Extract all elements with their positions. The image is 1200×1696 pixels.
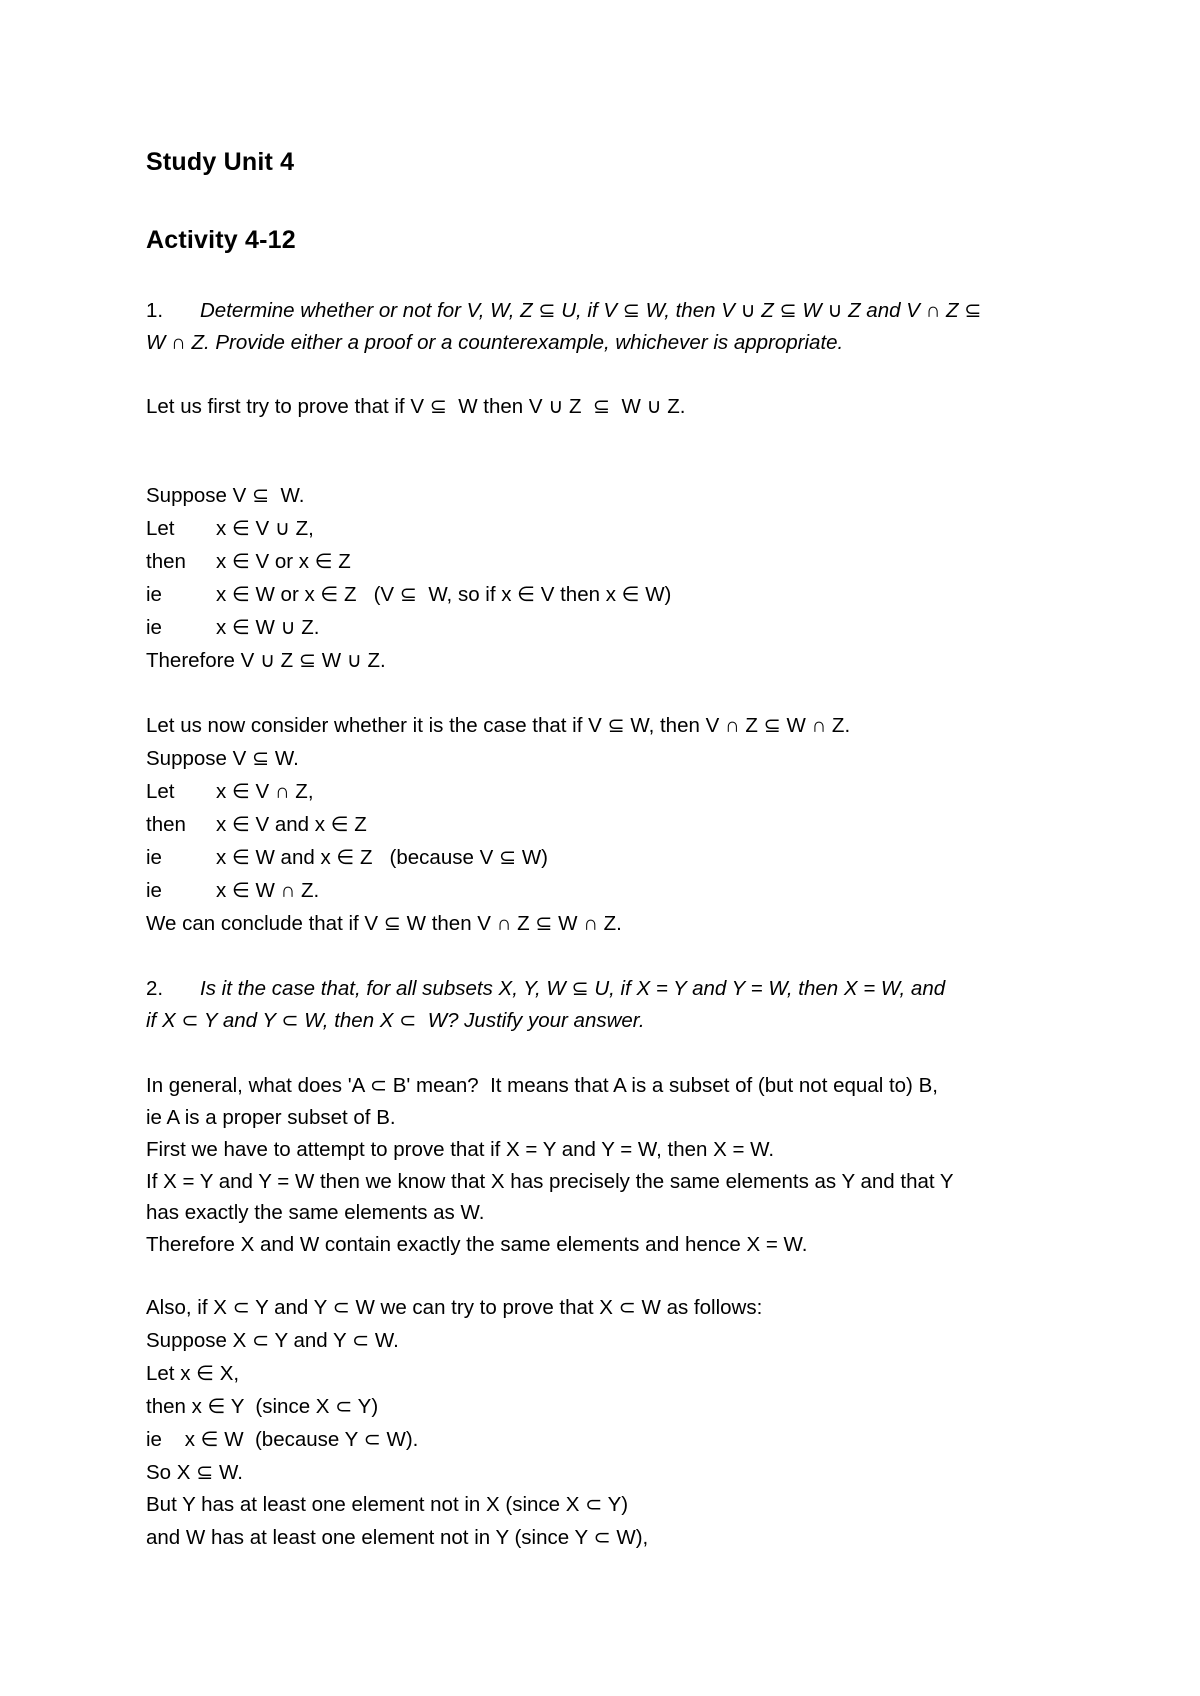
question-1-number: 1. xyxy=(146,299,164,322)
answer-line: If X = Y and Y = W then we know that X has precisely the same elements as Y and that Y xyxy=(146,1170,954,1193)
answer-line: So X ⊆ W. xyxy=(146,1461,243,1484)
activity-title: Activity 4-12 xyxy=(146,226,296,254)
step-expression: x ∈ W ∩ Z. xyxy=(216,879,320,902)
step-expression: x ∈ W and x ∈ Z (because V ⊆ W) xyxy=(216,846,548,869)
step-expression: x ∈ V ∪ Z, xyxy=(216,517,314,540)
answer-line: then x ∈ Y (since X ⊂ Y) xyxy=(146,1395,379,1418)
question-1-line-1: Determine whether or not for V, W, Z ⊆ U, if V ⊆ W, then V ∪ Z ⊆ W ∪ Z and V ∩ Z ⊆ xyxy=(200,299,982,322)
part-a-suppose: Suppose V ⊆ W. xyxy=(146,484,305,507)
step-label: ie xyxy=(146,616,162,639)
step-expression: x ∈ V ∩ Z, xyxy=(216,780,314,803)
answer-line: Let x ∈ X, xyxy=(146,1362,240,1385)
step-expression: x ∈ V or x ∈ Z xyxy=(216,550,351,573)
question-2-line-2: if X ⊂ Y and Y ⊂ W, then X ⊂ W? Justify your answer. xyxy=(146,1009,645,1032)
step-label: ie xyxy=(146,879,162,902)
step-label: then xyxy=(146,550,186,573)
step-expression: x ∈ W or x ∈ Z (V ⊆ W, so if x ∈ V then x ∈ W) xyxy=(216,583,672,606)
part-b-intro: Let us now consider whether it is the case that if V ⊆ W, then V ∩ Z ⊆ W ∩ Z. xyxy=(146,714,851,737)
step-label: Let xyxy=(146,517,175,540)
answer-line: In general, what does 'A ⊂ B' mean? It means that A is a subset of (but not equal to) B, xyxy=(146,1074,938,1097)
step-label: then xyxy=(146,813,186,836)
answer-line: Suppose X ⊂ Y and Y ⊂ W. xyxy=(146,1329,399,1352)
step-expression: x ∈ V and x ∈ Z xyxy=(216,813,367,836)
answer-line: ie x ∈ W (because Y ⊂ W). xyxy=(146,1428,419,1451)
answer-line: and W has at least one element not in Y (since Y ⊂ W), xyxy=(146,1526,649,1549)
answer-line: has exactly the same elements as W. xyxy=(146,1201,485,1224)
step-label: Let xyxy=(146,780,175,803)
question-2-line-1: Is it the case that, for all subsets X, Y, W ⊆ U, if X = Y and Y = W, then X = W, and xyxy=(200,977,946,1000)
answer-line: First we have to attempt to prove that if X = Y and Y = W, then X = W. xyxy=(146,1138,775,1161)
step-expression: x ∈ W ∪ Z. xyxy=(216,616,320,639)
part-a-intro: Let us first try to prove that if V ⊆ W then V ∪ Z ⊆ W ∪ Z. xyxy=(146,395,686,418)
answer-line: Also, if X ⊂ Y and Y ⊂ W we can try to prove that X ⊂ W as follows: xyxy=(146,1296,763,1319)
step-label: ie xyxy=(146,583,162,606)
question-2-number: 2. xyxy=(146,977,164,1000)
part-b-suppose: Suppose V ⊆ W. xyxy=(146,747,299,770)
step-label: ie xyxy=(146,846,162,869)
part-b-conclusion: We can conclude that if V ⊆ W then V ∩ Z ⊆ W ∩ Z. xyxy=(146,912,622,935)
question-1-line-2: W ∩ Z. Provide either a proof or a counterexample, whichever is appropriate. xyxy=(146,331,844,354)
answer-line: Therefore X and W contain exactly the same elements and hence X = W. xyxy=(146,1233,808,1256)
unit-title: Study Unit 4 xyxy=(146,148,295,176)
answer-line: But Y has at least one element not in X (since X ⊂ Y) xyxy=(146,1493,629,1516)
answer-line: ie A is a proper subset of B. xyxy=(146,1106,396,1129)
part-a-conclusion: Therefore V ∪ Z ⊆ W ∪ Z. xyxy=(146,649,386,672)
